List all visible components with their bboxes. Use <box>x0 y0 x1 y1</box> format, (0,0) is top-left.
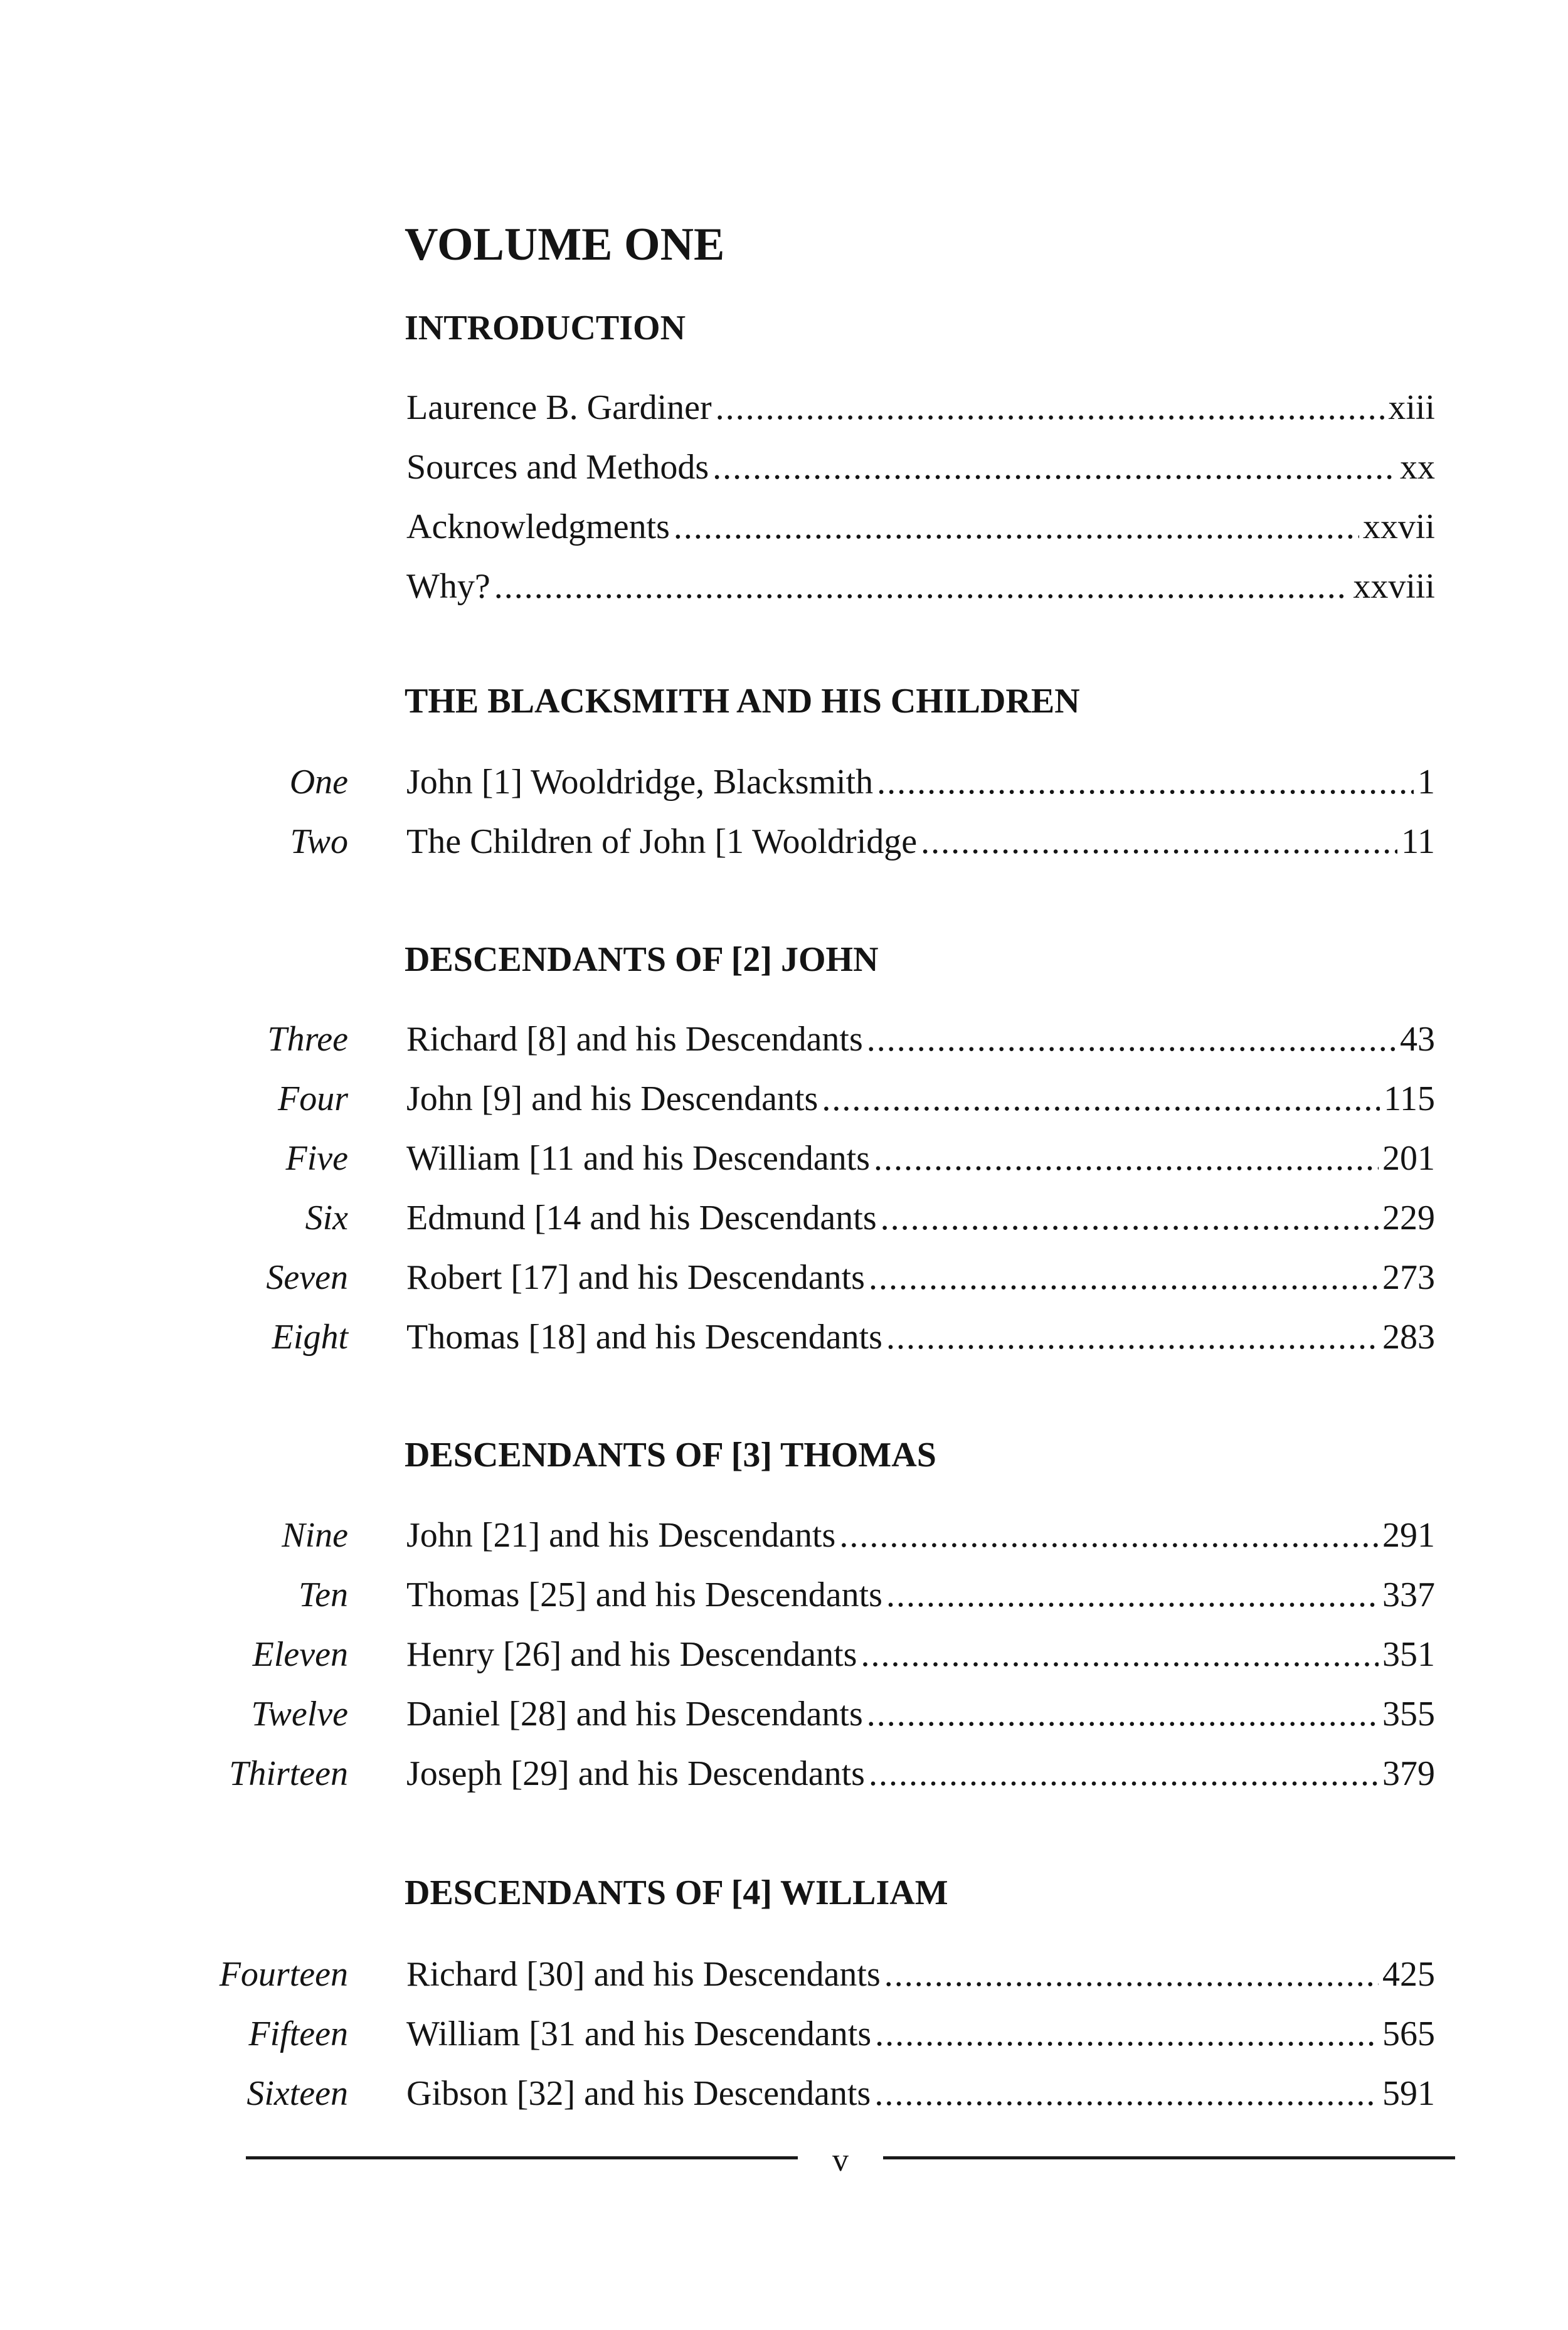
entry-title: Acknowledgments <box>406 507 670 546</box>
page-reference: xiii <box>1388 388 1435 427</box>
entry-title: Richard [8] and his Descendants <box>406 1020 863 1059</box>
page-reference: 115 <box>1384 1079 1435 1118</box>
section-heading-blacksmith: THE BLACKSMITH AND HIS CHILDREN <box>405 682 1080 721</box>
page-reference: 355 <box>1382 1695 1435 1734</box>
page-reference: 1 <box>1417 763 1435 802</box>
page-reference: xxviii <box>1353 567 1435 606</box>
entry-title: Richard [30] and his Descendants <box>406 1955 881 1994</box>
chapter-number: Five <box>285 1139 348 1178</box>
section-heading-descendants-thomas: DESCENDANTS OF [3] THOMAS <box>405 1436 936 1475</box>
chapter-number: One <box>289 763 348 802</box>
dot-leader <box>886 1570 1379 1620</box>
page-number: v <box>832 2142 849 2178</box>
chapter-number: Twelve <box>251 1695 348 1734</box>
chapter-number: Fourteen <box>219 1955 348 1994</box>
toc-entry <box>0 561 1568 612</box>
chapter-number: Thirteen <box>229 1754 348 1793</box>
chapter-number: Ten <box>299 1575 348 1614</box>
toc-entry <box>0 1014 1568 1064</box>
toc-entry <box>0 817 1568 867</box>
entry-title: Sources and Methods <box>406 448 709 487</box>
entry-title: Henry [26] and his Descendants <box>406 1635 857 1674</box>
chapter-number: Four <box>278 1079 348 1118</box>
chapter-number: Nine <box>282 1516 348 1555</box>
page-reference: xxvii <box>1362 507 1435 546</box>
dot-leader <box>877 757 1414 807</box>
entry-title: Thomas [25] and his Descendants <box>406 1575 882 1614</box>
entry-title: Gibson [32] and his Descendants <box>406 2074 871 2113</box>
entry-title: John [1] Wooldridge, Blacksmith <box>406 763 874 802</box>
dot-leader <box>867 1689 1379 1739</box>
toc-entry <box>0 757 1568 807</box>
chapter-number: Fifteen <box>248 2015 348 2053</box>
entry-title: The Children of John [1 Wooldridge <box>406 822 918 861</box>
page-reference: 379 <box>1382 1754 1435 1793</box>
dot-leader <box>839 1510 1379 1560</box>
chapter-number: Two <box>290 822 348 861</box>
dot-leader <box>884 1949 1379 1999</box>
entry-title: Joseph [29] and his Descendants <box>406 1754 865 1793</box>
dot-leader <box>674 502 1359 552</box>
dot-leader <box>869 1252 1379 1303</box>
footer-rule-right <box>883 2156 1455 2159</box>
toc-entry <box>0 1252 1568 1303</box>
dot-leader <box>494 561 1350 612</box>
toc-entry <box>0 1570 1568 1620</box>
dot-leader <box>867 1014 1396 1064</box>
toc-entry <box>0 383 1568 433</box>
toc-entry <box>0 1193 1568 1243</box>
toc-entry <box>0 1689 1568 1739</box>
entry-title: John [21] and his Descendants <box>406 1516 836 1555</box>
page-reference: 43 <box>1400 1020 1435 1059</box>
dot-leader <box>881 1193 1379 1243</box>
toc-entry <box>0 1629 1568 1680</box>
toc-entry <box>0 1133 1568 1184</box>
toc-entry <box>0 502 1568 552</box>
dot-leader <box>874 1133 1379 1184</box>
entry-title: Daniel [28] and his Descendants <box>406 1695 863 1734</box>
toc-entry <box>0 442 1568 492</box>
entry-title: John [9] and his Descendants <box>406 1079 818 1118</box>
entry-title: Laurence B. Gardiner <box>406 388 712 427</box>
dot-leader <box>886 1312 1379 1362</box>
page-reference: 351 <box>1382 1635 1435 1674</box>
page-reference: 273 <box>1382 1258 1435 1297</box>
toc-entry <box>0 1074 1568 1124</box>
page-reference: 229 <box>1382 1199 1435 1237</box>
chapter-number: Sixteen <box>246 2074 348 2113</box>
dot-leader <box>861 1629 1379 1680</box>
toc-entry <box>0 2009 1568 2059</box>
dot-leader <box>869 1749 1379 1799</box>
entry-title: Robert [17] and his Descendants <box>406 1258 865 1297</box>
dot-leader <box>874 2068 1379 2119</box>
page-reference: 11 <box>1401 822 1435 861</box>
section-heading-descendants-william: DESCENDANTS OF [4] WILLIAM <box>405 1873 948 1912</box>
dot-leader <box>875 2009 1379 2059</box>
chapter-number: Seven <box>266 1258 348 1297</box>
toc-entry <box>0 1749 1568 1799</box>
chapter-number: Three <box>267 1020 348 1059</box>
page-reference: 425 <box>1382 1955 1435 1994</box>
entry-title: Why? <box>406 567 490 606</box>
dot-leader <box>712 442 1396 492</box>
entry-title: William [11 and his Descendants <box>406 1139 871 1178</box>
page-reference: xx <box>1400 448 1435 487</box>
volume-title: VOLUME ONE <box>405 219 725 270</box>
toc-entry <box>0 1312 1568 1362</box>
page-reference: 591 <box>1382 2074 1435 2113</box>
entry-title: William [31 and his Descendants <box>406 2015 872 2053</box>
chapter-number: Eight <box>272 1318 348 1357</box>
dot-leader <box>822 1074 1380 1124</box>
dot-leader <box>921 817 1397 867</box>
dot-leader <box>716 383 1385 433</box>
toc-entry <box>0 2068 1568 2119</box>
chapter-number: Six <box>305 1199 348 1237</box>
footer-rule-left <box>246 2156 798 2159</box>
entry-title: Edmund [14 and his Descendants <box>406 1199 877 1237</box>
toc-entry <box>0 1510 1568 1560</box>
section-heading-introduction: INTRODUCTION <box>405 309 686 347</box>
chapter-number: Eleven <box>252 1635 348 1674</box>
entry-title: Thomas [18] and his Descendants <box>406 1318 882 1357</box>
page-reference: 283 <box>1382 1318 1435 1357</box>
page-reference: 201 <box>1382 1139 1435 1178</box>
page-reference: 337 <box>1382 1575 1435 1614</box>
section-heading-descendants-john: DESCENDANTS OF [2] JOHN <box>405 940 879 979</box>
page-reference: 565 <box>1382 2015 1435 2053</box>
page-reference: 291 <box>1382 1516 1435 1555</box>
toc-entry <box>0 1949 1568 1999</box>
